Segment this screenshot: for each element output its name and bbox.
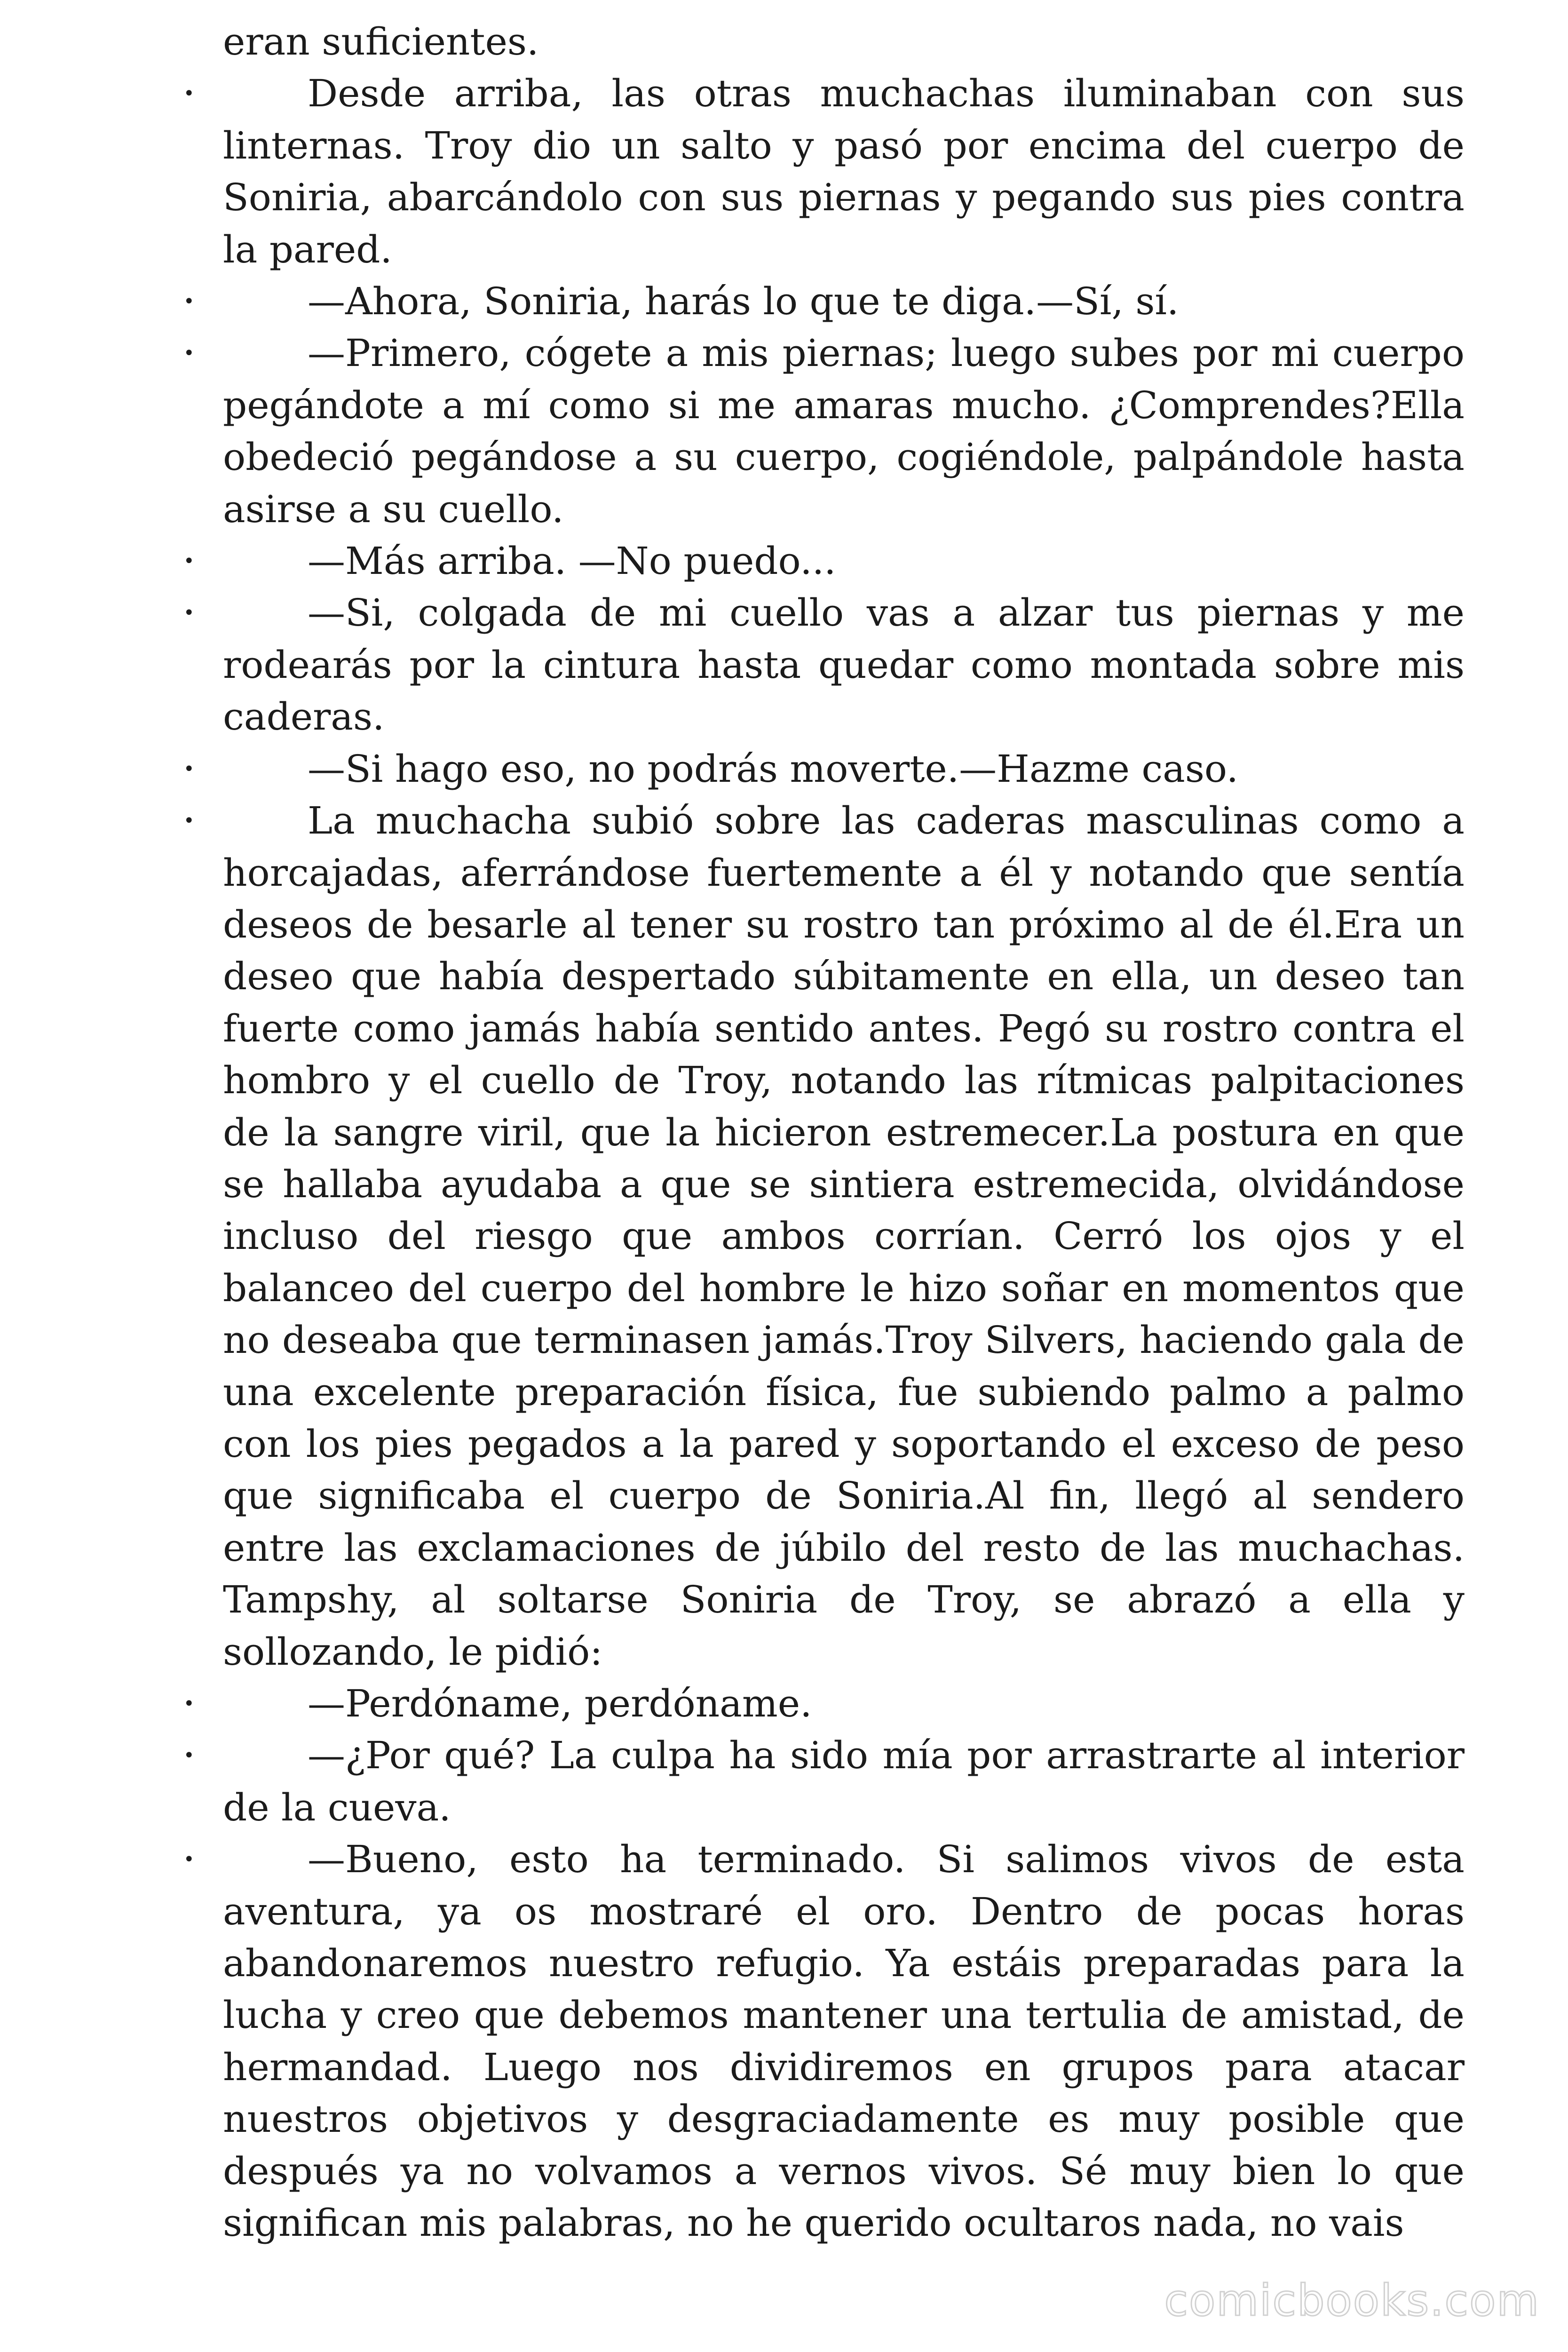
bullet-point: • [183,602,195,624]
paragraph-text: —Si hago eso, no podrás moverte.—Hazme caso. [308,747,1239,791]
bullet-point: • [183,1745,195,1767]
paragraph [223,16,1465,68]
paragraph-text: eran suficientes. [223,20,539,64]
paragraph-text: —¿Por qué? La culpa ha sido mía por arrastrarte al interior de la cueva. [223,1733,1465,1829]
paragraph-text: —Ahora, Soniria, harás lo que te diga.—Sí, sí. [308,279,1179,324]
paragraph-text: —Más arriba. —No puedo... [308,539,836,583]
paragraph [183,327,1465,535]
bullet-point: • [183,83,195,105]
paragraph [183,535,1465,587]
paragraph [183,68,1465,276]
bullet-point: • [183,550,195,572]
paragraph [183,743,1465,795]
paragraph [183,1730,1465,1834]
paragraph [183,276,1465,327]
bullet-point: • [183,1693,195,1715]
body-text [183,16,1465,2249]
paragraph [183,1834,1465,2249]
bullet-point: • [183,810,195,832]
bullet-point: • [183,342,195,365]
paragraph-text: —Primero, cógete a mis piernas; luego subes por mi cuerpo pegándote a mí como si me amaras mucho. ¿Comprendes?Ella obedeció pegándose a su cuerpo, cogiéndole, palpándole hasta asirse a su cuello. [223,331,1465,531]
paragraph [183,1678,1465,1730]
bullet-point: • [183,291,195,313]
watermark-logo: comicbooks.com [1164,2275,1540,2326]
bullet-point: • [183,1849,195,1871]
paragraph [183,795,1465,1678]
paragraph [183,587,1465,743]
paragraph-text: Desde arriba, las otras muchachas iluminaban con sus linternas. Troy dio un salto y pasó por encima del cuerpo de Soniria, abarcándolo con sus piernas y pegando sus pies contra la pared. [223,72,1465,271]
paragraph-text: —Bueno, esto ha terminado. Si salimos vivos de esta aventura, ya os mostraré el oro. Dentro de pocas horas abandonaremos nuestro refugio. Ya estáis preparadas para la lucha y creo que debemos mantener una tertulia de amistad, de hermandad. Luego nos dividiremos en grupos para atacar nuestros objetivos y desgraciadamente es muy posible que después ya no volvamos a vernos vivos. Sé muy bien lo que significan mis palabras, no he querido ocultaros nada, no vais [223,1837,1465,2245]
paragraph-text: La muchacha subió sobre las caderas masculinas como a horcajadas, aferrándose fuertemente a él y notando que sentía deseos de besarle al tener su rostro tan próximo al de él.Era un deseo que había despertado súbitamente en ella, un deseo tan fuerte como jamás había sentido antes. Pegó su rostro contra el hombro y el cuello de Troy, notando las rítmicas palpitaciones de la sangre viril, que la hicieron estremecer.La postura en que se hallaba ayudaba a que se sintiera estremecida, olvidándose incluso del riesgo que ambos corrían. Cerró los ojos y el balanceo del cuerpo del hombre le hizo soñar en momentos que no deseaba que terminasen jamás.Troy Silvers, haciendo gala de una excelente preparación física, fue subiendo palmo a palmo con los pies pegados a la pared y soportando el exceso de peso que significaba el cuerpo de Soniria.Al fin, llegó al sendero entre las exclamaciones de júbilo del resto de las muchachas. Tampshy, al soltarse Soniria de Troy, se abrazó a ella y sollozando, le pidió: [223,799,1465,1674]
paragraph-text: —Perdóname, perdóname. [308,1682,812,1725]
bullet-point: • [183,758,195,780]
paragraph-text: —Si, colgada de mi cuello vas a alzar tus piernas y me rodearás por la cintura hasta quedar como montada sobre mis caderas. [223,591,1465,739]
